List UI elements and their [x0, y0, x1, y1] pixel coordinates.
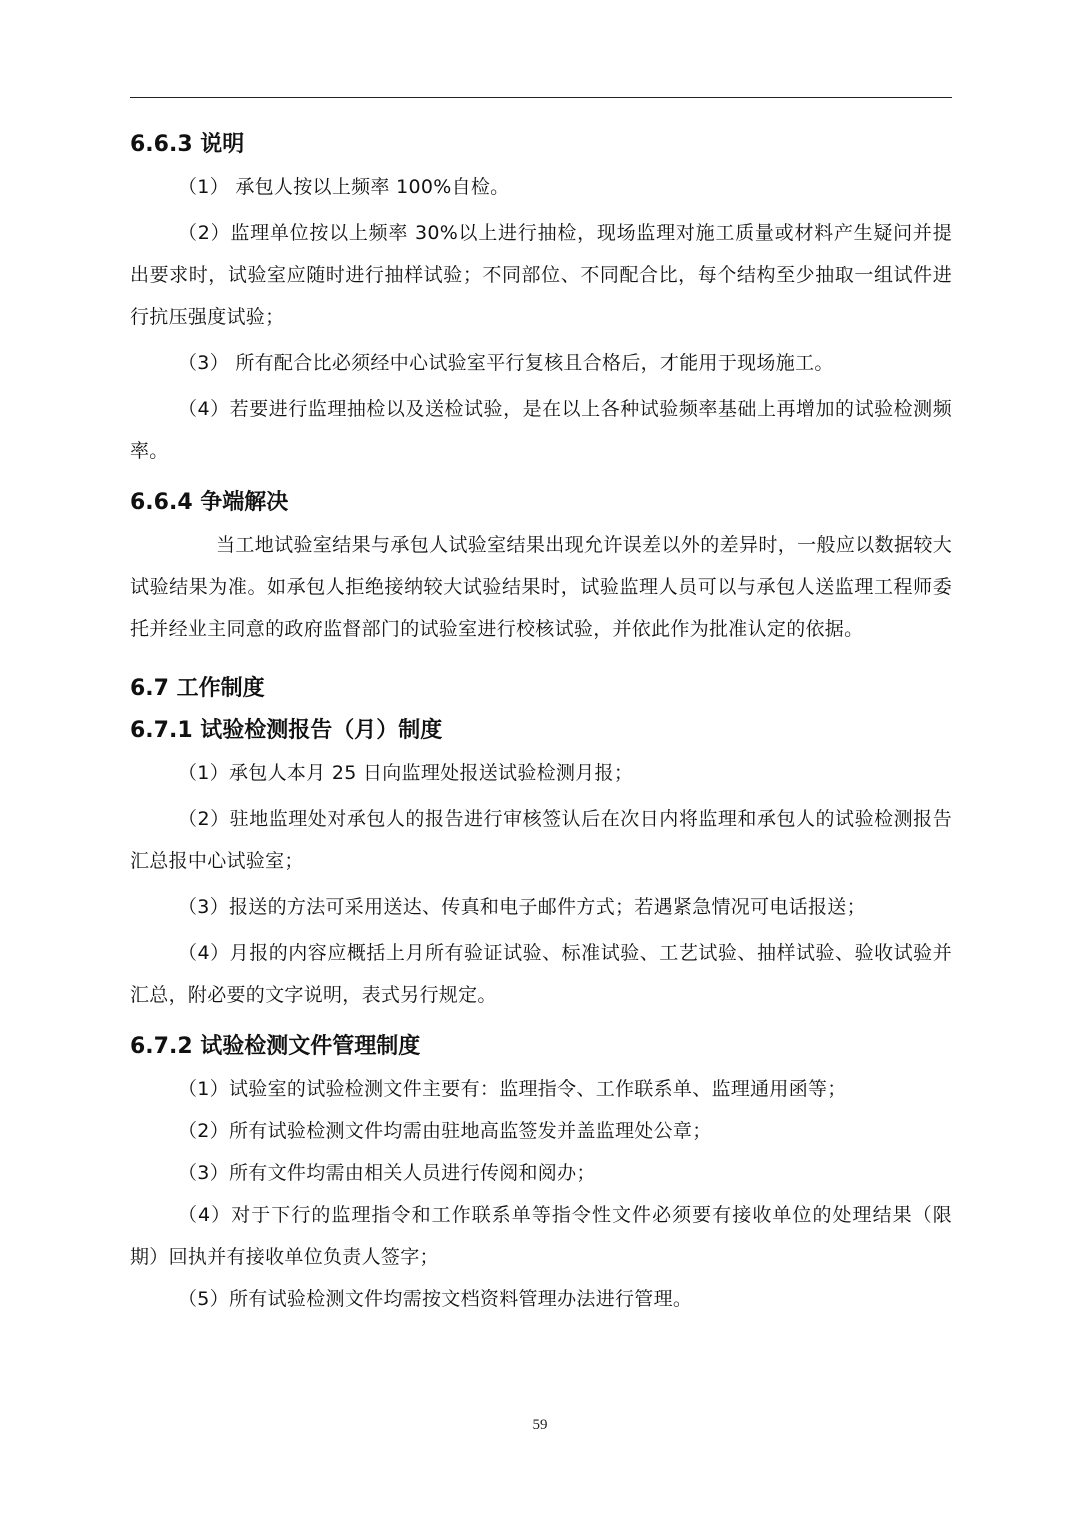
list-item: （4）月报的内容应概括上月所有验证试验、标准试验、工艺试验、抽样试验、验收试验并汇总，附必要的文字说明，表式另行规定。: [130, 942, 952, 1006]
list-item: （3） 所有配合比必须经中心试验室平行复核且合格后，才能用于现场施工。: [178, 352, 834, 374]
list-item: （1）试验室的试验检测文件主要有：监理指令、工作联系单、监理通用函等；: [178, 1078, 847, 1100]
header-rule: [130, 97, 952, 98]
paragraph-dispute: 当工地试验室结果与承包人试验室结果出现允许误差以外的差异时，一般应以数据较大试验结果为准。如承包人拒绝接纳较大试验结果时，试验监理人员可以与承包人送监理工程师委托并经业主同意的政府监督部门的试验室进行校核试验，并依此作为批准认定的依据。: [130, 534, 952, 640]
section-heading-6-7: 6.7 工作制度: [130, 676, 265, 701]
section-heading-6-6-3: 6.6.3 说明: [130, 132, 245, 157]
list-item: （1）承包人本月 25 日向监理处报送试验检测月报；: [178, 762, 634, 784]
section-heading-6-7-2: 6.7.2 试验检测文件管理制度: [130, 1034, 421, 1059]
list-item: （4）对于下行的监理指令和工作联系单等指令性文件必须要有接收单位的处理结果（限期）回执并有接收单位负责人签字；: [130, 1204, 952, 1268]
section-heading-6-6-4: 6.6.4 争端解决: [130, 490, 289, 515]
page-number: 59: [532, 1417, 548, 1433]
section-heading-6-7-1: 6.7.1 试验检测报告（月）制度: [130, 718, 443, 743]
page-content: [130, 124, 952, 1320]
list-item: （3）所有文件均需由相关人员进行传阅和阅办；: [178, 1162, 596, 1184]
list-item: （3）报送的方法可采用送达、传真和电子邮件方式；若遇紧急情况可电话报送；: [178, 896, 866, 918]
list-item: （2）驻地监理处对承包人的报告进行审核签认后在次日内将监理和承包人的试验检测报告汇总报中心试验室；: [130, 808, 952, 872]
list-item: （4）若要进行监理抽检以及送检试验，是在以上各种试验频率基础上再增加的试验检测频率。: [130, 398, 952, 462]
list-item: （5）所有试验检测文件均需按文档资料管理办法进行管理。: [178, 1288, 693, 1310]
list-item: （2）所有试验检测文件均需由驻地高监签发并盖监理处公章；: [178, 1120, 712, 1142]
list-item: （2）监理单位按以上频率 30%以上进行抽检，现场监理对施工质量或材料产生疑问并提出要求时，试验室应随时进行抽样试验；不同部位、不同配合比，每个结构至少抽取一组试件进行抗压强度试验；: [130, 222, 952, 328]
list-item: （1） 承包人按以上频率 100%自检。: [178, 176, 510, 198]
